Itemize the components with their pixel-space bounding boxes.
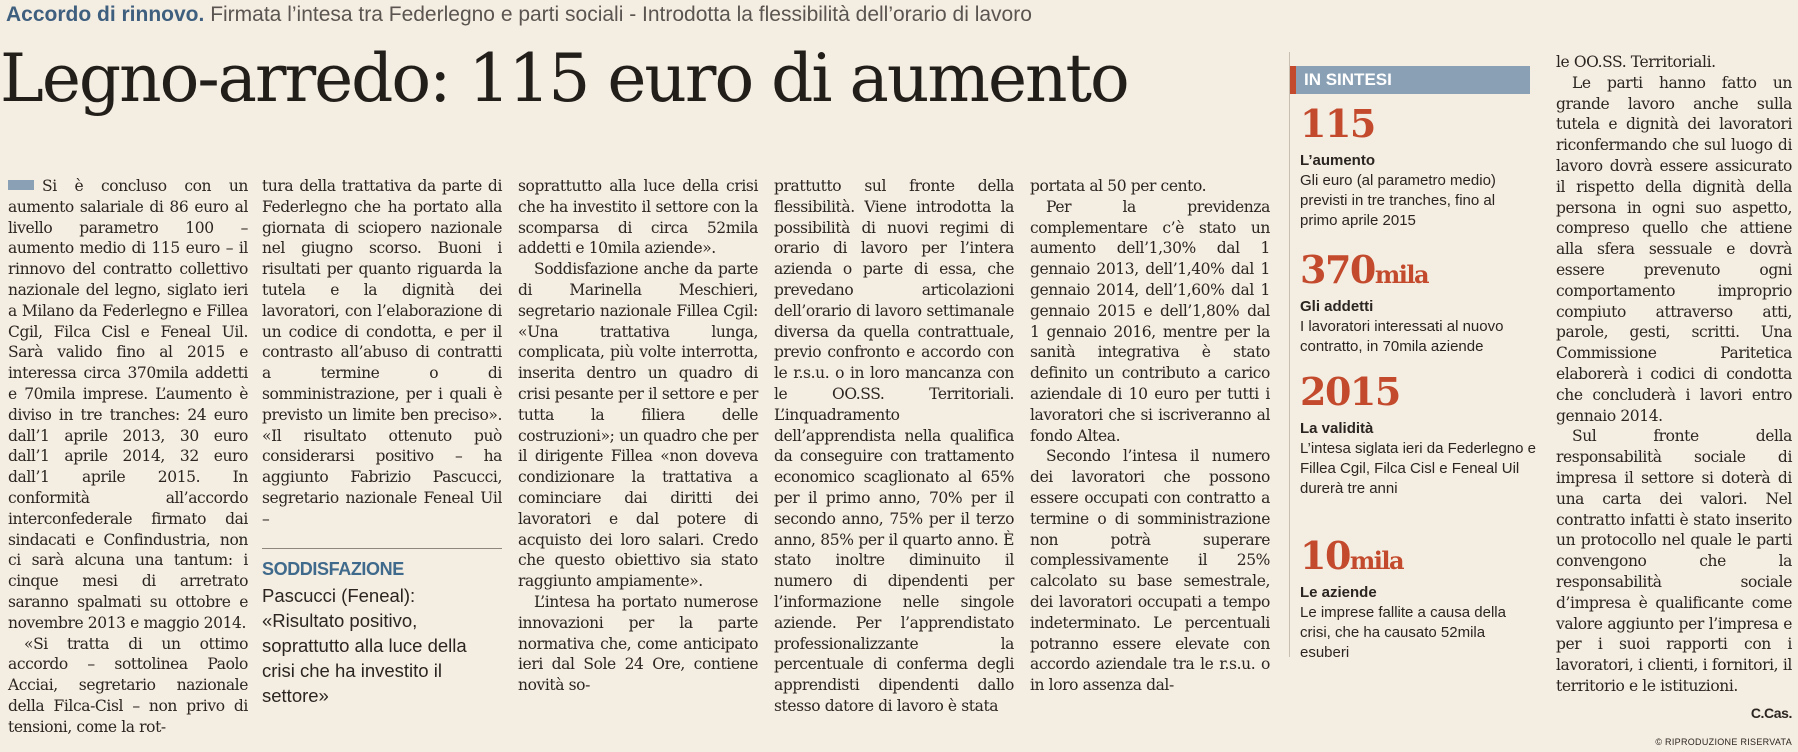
article-paragraph: soprattutto alla luce della crisi che ha investito il settore con la scomparsa di circa 52mila addetti e 10mila aziende». bbox=[518, 176, 758, 259]
article-paragraph: le OO.SS. Territoriali. bbox=[1556, 52, 1792, 73]
paragraph-text: Si è concluso con un aumento salariale di 86 euro al livello parametro 100 – aumento medio di 115 euro – il rinnovo del contratto collettivo nazionale del legno, siglato ieri a Milano da Federlegno e Fillea Cgil, Filca Cisl e Feneal Uil. Sarà valido fino al 2015 e interessa circa 370mila addetti e 70mila imprese. L’aumento è diviso in tre tranches: 24 euro dall’1 aprile 2013, 30 euro dall’1 aprile 2014, 32 euro dall’1 aprile 2015. In conformità all’accordo interconfederale firmato dai sindacati e Confindustria, non ci sarà alcuna una tantum: i cinque mesi di arretrato saranno spalmati su ottobre e novembre 2013 e maggio 2014. bbox=[8, 177, 248, 632]
article-paragraph: Le parti hanno fatto un grande lavoro anche sulla tutela e dignità dei lavoratori riconfermando che sul luogo di lavoro dovrà essere assicurato il rispetto della dignità della persona in ogni suo aspetto, compreso quello che attiene alla sfera sessuale e dovrà essere prevenuto ogni comportamento improprio compiuto attraverso atti, parole, gesti, scritti. Una Commissione Paritetica elaborerà i codici di condotta che concluderà i lavori entro gennaio 2014. bbox=[1556, 73, 1792, 427]
sintesi-item bbox=[1300, 248, 1536, 357]
article-column-2 bbox=[262, 176, 502, 658]
article-column-6 bbox=[1556, 52, 1792, 657]
article-column-3 bbox=[518, 176, 758, 658]
sintesi-title: Gli addetti bbox=[1300, 297, 1536, 317]
sintesi-item bbox=[1300, 370, 1536, 499]
lead-marker bbox=[8, 180, 34, 190]
article-paragraph: portata al 50 per cento. bbox=[1030, 176, 1270, 197]
sintesi-text: Le imprese fallite a causa della crisi, che ha causato 52mila esuberi bbox=[1300, 603, 1536, 663]
article-column-5 bbox=[1030, 176, 1270, 658]
sintesi-text: L’intesa siglata ieri da Federlegno e Fillea Cgil, Filca Cisl e Feneal Uil durerà tre anni bbox=[1300, 439, 1536, 499]
article-paragraph: Sul fronte della responsabilità sociale di impresa il settore si doterà di una carta dei valori. Nel contratto infatti è stato inserito un protocollo nel quale le parti convengono che la responsabilità sociale d’impresa è qualificante come valore aggiunto per l’impresa e per i suoi rapporti con i lavoratori, i clienti, i fornitori, il territorio e le istituzioni. bbox=[1556, 426, 1792, 696]
sintesi-text: I lavoratori interessati al nuovo contratto, in 70mila aziende bbox=[1300, 317, 1536, 357]
kicker-lead: Accordo di rinnovo. bbox=[6, 3, 204, 26]
article-paragraph: L’intesa ha portato numerose innovazioni per la parte normativa che, come anticipato ieri dal Sole 24 Ore, contiene novità so- bbox=[518, 592, 758, 696]
sintesi-title: La validità bbox=[1300, 419, 1536, 439]
divider bbox=[262, 548, 502, 549]
sidebar-quote-text: Pascucci (Feneal): «Risultato positivo, soprattutto alla luce della crisi che ha investito il settore» bbox=[262, 583, 502, 708]
author-signature: C.Cas. bbox=[1556, 703, 1792, 724]
headline: Legno-arredo: 115 euro di aumento bbox=[0, 36, 1140, 122]
article-paragraph: «Si tratta di un ottimo accordo – sottolinea Paolo Acciai, segretario nazionale della Filca-Cisl – non privo di tensioni, come la rot- bbox=[8, 634, 248, 738]
article-column-1 bbox=[8, 176, 248, 658]
in-sintesi-header: IN SINTESI bbox=[1290, 66, 1530, 94]
sintesi-number: 115 bbox=[1300, 102, 1536, 151]
sintesi-title: Le aziende bbox=[1300, 583, 1536, 603]
sintesi-text: Gli euro (al parametro medio) previsti in tre tranches, fino al primo aprile 2015 bbox=[1300, 171, 1536, 231]
sintesi-item bbox=[1300, 102, 1536, 231]
sintesi-number: 10mila bbox=[1300, 534, 1536, 583]
article-paragraph: Soddisfazione anche da parte di Marinella Meschieri, segretario nazionale Fillea Cgil: «Una trattativa lunga, complicata, più volte interrotta, inserita dentro un quadro di crisi pesante per il settore e per tutta la filiera delle costruzioni»; un quadro che per il dirigente Fillea «non doveva condizionare la trattativa a cominciare dai diritti dei lavoratori e dal potere di acquisto dei loro salari. Credo che questo obiettivo sia stato raggiunto ampiamente». bbox=[518, 259, 758, 592]
article-column-4 bbox=[774, 176, 1014, 658]
in-sintesi-box bbox=[1289, 52, 1546, 657]
kicker-text: Firmata l’intesa tra Federlegno e parti sociali - Introdotta la flessibilità dell’orario di lavoro bbox=[210, 3, 1032, 26]
sintesi-number: 2015 bbox=[1300, 370, 1536, 419]
sintesi-item bbox=[1300, 534, 1536, 663]
article-paragraph: Secondo l’intesa il numero dei lavoratori che possono essere occupati con contratto a termine o di somministrazione non potrà superare complessivamente il 25% calcolato su base semestrale, dei lavoratori occupati a tempo indeterminato. Le percentuali potranno essere elevate con accordo aziendale tra le r.s.u. o in loro assenza dal- bbox=[1030, 446, 1270, 696]
sintesi-title: L’aumento bbox=[1300, 151, 1536, 171]
article-paragraph: Per la previdenza complementare c’è stato un aumento dell’1,30% dal 1 gennaio 2013, dell’1,40% dal 1 gennaio 2014, dell’1,60% dal 1 gennaio 2015 e dell’1,80% dal 1 gennaio 2016, mentre per la sanità integrativa è stato definito un contributo a carico aziendale di 10 euro per tutti i lavoratori che si iscriveranno al fondo Altea. bbox=[1030, 197, 1270, 447]
kicker bbox=[6, 3, 1106, 27]
article-paragraph: tura della trattativa da parte di Federlegno che ha portato alla giornata di sciopero nazionale nel giugno scorso. Buoni i risultati per quanto riguarda la tutela e la dignità dei lavoratori, con l’elaborazione di un codice di condotta, e per il contrasto all’abuso di contratti a termine o di somministrazione, per i quali è previsto un limite ben preciso». «Il risultato ottenuto può considerarsi positivo – ha aggiunto Fabrizio Pascucci, segretario nazionale Feneal Uil – bbox=[262, 176, 502, 530]
article-paragraph bbox=[8, 176, 248, 634]
article-paragraph: prattutto sul fronte della flessibilità. Viene introdotta la possibilità di nuovi regimi di orario di lavoro per l’intera azienda o parte di essa, che prevedano articolazioni dell’orario di lavoro settimanale diversa da quella contrattuale, previo confronto e accordo con le r.s.u. o in loro mancanza con le OO.SS. Territoriali. L’inquadramento dell’apprendista nella qualifica da conseguire con trattamento economico scaglionato al 65% per il primo anno, 70% per il secondo anno, 75% per il terzo anno, 85% per il quarto anno. È stato inoltre diminuito il numero di dipendenti per l’informazione nelle singole aziende. Per l’apprendistato professionalizzante la percentuale di conferma degli apprendisti dipendenti dallo stesso datore di lavoro è stata bbox=[774, 176, 1014, 717]
sintesi-number: 370mila bbox=[1300, 248, 1536, 297]
copyright-notice: © RIPRODUZIONE RISERVATA bbox=[1556, 732, 1792, 752]
sidebar-quote-label: SODDISFAZIONE bbox=[262, 559, 502, 580]
